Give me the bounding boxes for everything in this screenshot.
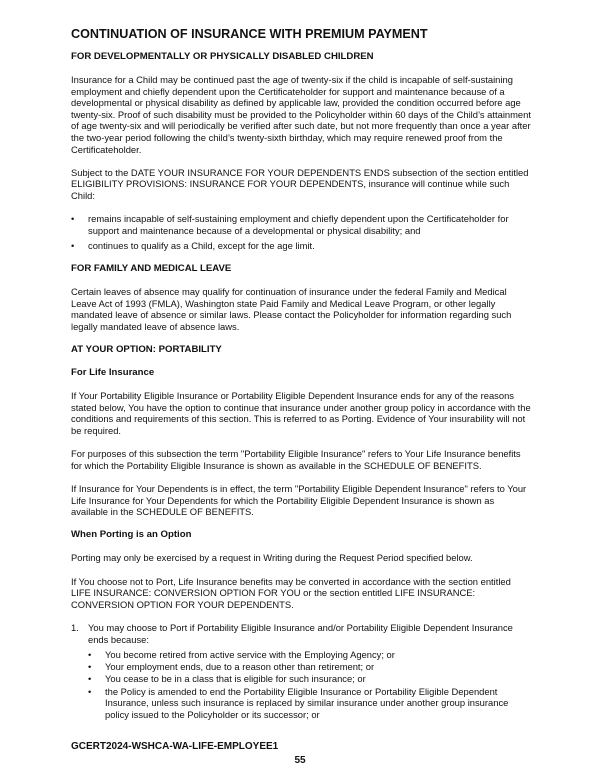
section-heading-family-leave: FOR FAMILY AND MEDICAL LEAVE bbox=[71, 263, 232, 274]
list-item: • You cease to be in a class that is eligible for such insurance; or bbox=[88, 673, 533, 685]
paragraph: For purposes of this subsection the term "Portability Eligible Insurance" refers to Your Life Insurance benefits for which the Portability Eligible Insurance is shown as available in the SCHEDULE OF BENEFITS. bbox=[71, 448, 521, 471]
sub-bullet-list bbox=[88, 649, 533, 720]
page-number: 55 bbox=[294, 755, 306, 766]
paragraph: If You choose not to Port, Life Insurance benefits may be converted in accordance with the section entitled LIFE INSURANCE: CONVERSION OPTION FOR YOU or the section entitled LIFE INSURANCE: CONVERSION OPTION FOR YOUR DEPENDENTS. bbox=[71, 575, 511, 610]
paragraph: If Your Portability Eligible Insurance or Portability Eligible Dependent Insurance ends for any of the reasons stated below, You have the option to continue that insurance under another group policy in accordance with the conditions and requirements of this section. This is referred to as Porting. Evidence of Your insurability will not be required. bbox=[71, 390, 531, 437]
subsection-heading-when-porting: When Porting is an Option bbox=[71, 529, 192, 541]
numbered-list bbox=[71, 622, 533, 720]
list-item: • Your employment ends, due to a reason other than retirement; or bbox=[88, 661, 533, 673]
list-item: • remains incapable of self-sustaining employment and chiefly dependent upon the Certificateholder for support and maintenance because of a developmental or physical disability; and bbox=[71, 213, 533, 236]
item-number: 1. bbox=[71, 622, 79, 634]
section-heading-portability: AT YOUR OPTION: PORTABILITY bbox=[71, 344, 222, 356]
list-item: • the Policy is amended to end the Portability Eligible Insurance or Portability Eligible Dependent Insurance, unless such insurance is replaced by similar insurance under another group insurance policy issued to the Policyholder or its successor; or bbox=[88, 686, 533, 721]
paragraph: Insurance for a Child may be continued past the age of twenty-six if the child is incapable of self-sustaining employment and chiefly dependent upon the Certificateholder for support and maintenance because of a developmental or physical disability as defined by applicable law, provided the condition occurred before age twenty-six. Proof of such disability must be provided to the Policyholder within 60 days of the Child’s attainment of age twenty-six and will periodically be verified after such date, but not more frequently than once a year after the two-year period following the child’s twenty-sixth birthday, which may require renewed proof from the Certificateholder. bbox=[71, 74, 531, 155]
document-page bbox=[71, 27, 533, 721]
page-title: CONTINUATION OF INSURANCE WITH PREMIUM PAYMENT bbox=[71, 27, 428, 41]
list-item: • continues to qualify as a Child, except for the age limit. bbox=[71, 240, 533, 252]
paragraph: Subject to the DATE YOUR INSURANCE FOR YOUR DEPENDENTS ENDS subsection of the section entitled ELIGIBILITY PROVISIONS: INSURANCE FOR YOUR DEPENDENTS, insurance will continue while such Child: bbox=[71, 166, 529, 202]
paragraph: Certain leaves of absence may qualify for continuation of insurance under the federal Family and Medical Leave Act of 1993 (FMLA), Washington state Paid Family and Medical Leave Program, or other legally mandated leave of absence or similar laws. Please contact the Policyholder for information regarding such legally mandated leave of absence laws. bbox=[71, 286, 512, 332]
subsection-heading-life-insurance: For Life Insurance bbox=[71, 367, 155, 379]
paragraph: If Insurance for Your Dependents is in effect, the term "Portability Eligible Dependent Insurance" refers to Your Life Insurance for Your Dependents for which the Portability Eligible Dependent Insurance is shown as available in the SCHEDULE OF BENEFITS. bbox=[71, 483, 527, 518]
bullet-list bbox=[71, 213, 533, 252]
item-text: You may choose to Port if Portability Eligible Insurance and/or Portability Eligible Dependent Insurance ends because: bbox=[88, 622, 513, 645]
list-item: • You become retired from active service with the Employing Agency; or bbox=[88, 649, 533, 661]
list-item bbox=[71, 622, 533, 720]
section-heading-disabled-children: FOR DEVELOPMENTALLY OR PHYSICALLY DISABLED CHILDREN bbox=[71, 51, 374, 62]
form-code: GCERT2024-WSHCA-WA-LIFE-EMPLOYEE1 bbox=[71, 741, 279, 752]
paragraph: Porting may only be exercised by a request in Writing during the Request Period specified below. bbox=[71, 552, 473, 564]
